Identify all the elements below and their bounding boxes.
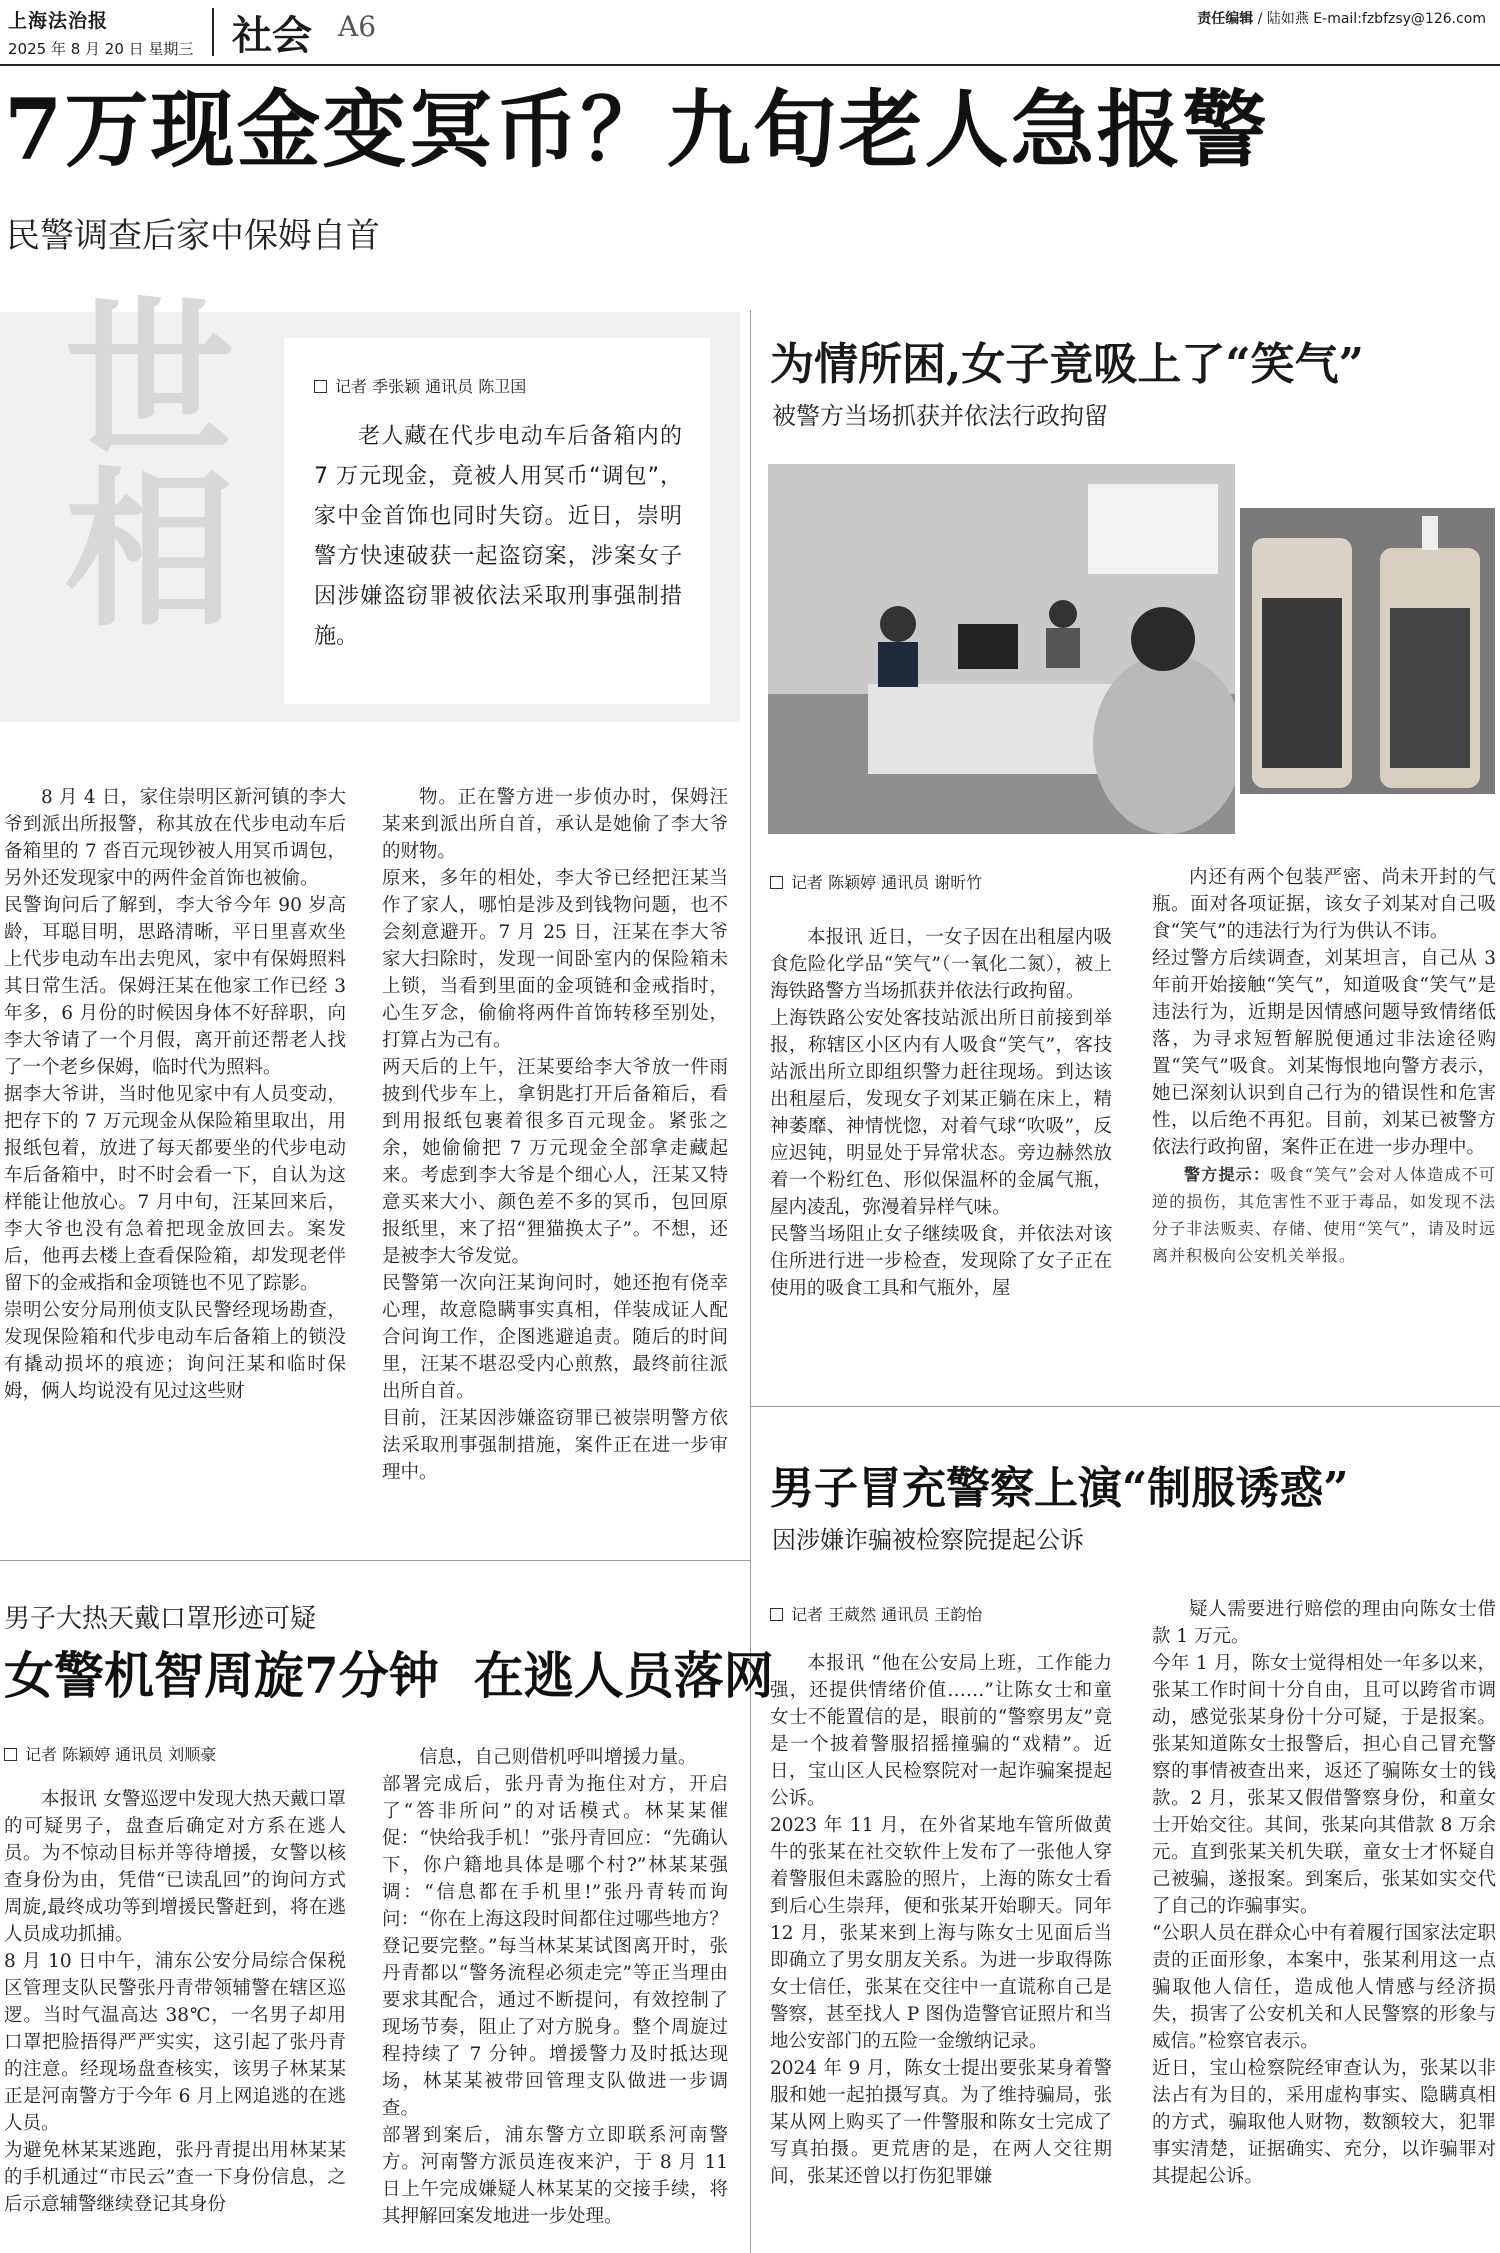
laughing-col1: 本报讯 近日，一女子因在出租屋内吸食危险化学品“笑气”（一氧化二氮），被上海铁路警方当场抓获并依法行政拘留。 上海铁路公安处客技站派出所日前接到举报，称辖区小区内有人吸食“笑气”，客技站派出所立即组织警力赶往现场。到达该出租屋后，发现女子刘某正躺在床上，精神萎靡、神情恍惚，对着气球“吹吸”，反应迟钝，明显处于异常状态。旁边赫然放着一个粉红色、形似保温杯的金属气瓶，屋内凌乱，弥漫着异样气味。 民警当场阻止女子继续吸食，并依法对该住所进行进一步检查，发现除了女子正在使用的吸食工具和气瓶外，屋	[770, 927, 1112, 1299]
uniform-col2: 疑人需要进行赔偿的理由向陈女士借款 1 万元。 今年 1 月，陈女士觉得相处一年多以来，张某工作时间十分自由，且可以跨省市调动，感觉张某身份十分可疑，于是报案。张某知道陈女士报警后，担心自己冒充警察的事情被查出来，返还了骗陈女士的钱款。2 月，张某又假借警察身份，和童女士开始交往。其间，张某向其借款 8 万余元。直到张某关机失联，童女士才怀疑自己被骗，遂报案。到案后，张某如实交代了自己的诈骗事实。 “公职人员在群众心中有着履行国家法定职责的正面形象，本案中，张某利用这一点骗取他人信任，造成他人情感与经济损失，损害了公安机关和人民警察的形象与威信。”检察官表示。 近日，宝山检察院经审查认为，张某以非法占有为目的，采用虚构事实、隐瞒真相的方式，骗取他人财物，数额较大，犯罪事实清楚，证据确实、充分，以诈骗罪对其提起公诉。	[1152, 1599, 1496, 2187]
photo-police-room	[768, 464, 1235, 834]
byline-square-icon	[770, 876, 783, 889]
police-tip-text: 吸食“笑气”会对人体造成不可逆的损伤，其危害性不亚于毒品，如发现不法分子非法贩卖、存储、使用“笑气”，请及时远离并积极向公安机关举报。	[1152, 1165, 1496, 1265]
fugitive-byline	[4, 1742, 216, 1765]
editor-label: 责任编辑	[1197, 11, 1254, 27]
laughing-subtitle: 被警方当场抓获并依法行政拘留	[772, 402, 1108, 430]
column-divider	[750, 310, 751, 2253]
editor-email: E-mail:fzbfzsy@126.com	[1313, 11, 1486, 27]
photo-gas-bottles	[1240, 508, 1495, 794]
masthead	[0, 0, 1500, 66]
lead-col2: 物。正在警方进一步侦办时，保姆汪某来到派出所自首，承认是她偷了李大爷的财物。 原来，多年的相处，李大爷已经把汪某当作了家人，哪怕是涉及到钱物问题，也不会刻意避开。7 月 25 日，汪某在李大爷家大扫除时，发现一间卧室内的保险箱未上锁，当看到里面的金项链和金戒指时，心生歹念，偷偷将两件首饰转移至别处，打算占为己有。 两天后的上午，汪某要给李大爷放一件雨披到代步车上，拿钥匙打开后备箱后，看到用报纸包裹着很多百元现金。紧张之余，她偷偷把 7 万元现金全部拿走藏起来。考虑到李大爷是个细心人，汪某又特意买来大小、颜色差不多的冥币，包回原报纸里，来了招“狸猫换太子”。不想，还是被李大爷发觉。 民警第一次向汪某询问时，她还抱有侥幸心理，故意隐瞒事实真相，佯装成证人配合问询工作，企图逃避追责。随后的时间里，汪某不堪忍受内心煎熬，最终前往派出所自首。 目前，汪某因涉嫌盗窃罪已被崇明警方依法采取刑事强制措施，案件正在进一步审理中。	[382, 787, 728, 1483]
uniform-byline-text: 记者 王葳然 通讯员 王韵怡	[791, 1605, 983, 1624]
uniform-title: 男子冒充警察上演“制服诱惑”	[770, 1463, 1349, 1514]
uniform-col1: 本报讯 “他在公安局上班，工作能力强，还提供情绪价值……”让陈女士和童女士不能置信的是，眼前的“警察男友”竟是一个披着警服招摇撞骗的“戏精”。近日，宝山区人民检察院对一起诈骗案提起公诉。 2023 年 11 月，在外省某地车管所做黄牛的张某在社交软件上发布了一张他人穿着警服但未露脸的照片，上海的陈女士看到后心生崇拜，便和张某开始聊天。同年 12 月，张某来到上海与陈女士见面后当即确立了男女朋友关系。为进一步取得陈女士信任，张某在交往中一直谎称自己是警察，甚至找人 P 图伪造警官证照片和当地公安部门的五险一金缴纳记录。 2024 年 9 月，陈女士提出要张某身着警服和她一起拍摄写真。为了维持骗局，张某从网上购买了一件警服和陈女士完成了写真拍摄。更荒唐的是，在两人交往期间，张某还曾以打伤犯罪嫌	[770, 1653, 1112, 2187]
lead-title: 7万现金变冥币？九旬老人急报警	[4, 80, 1269, 179]
byline-square-icon	[4, 1748, 17, 1761]
masthead-divider	[212, 8, 214, 56]
uniform-byline	[770, 1602, 982, 1625]
paper-logo: 上海法治报	[8, 10, 109, 32]
issue-date: 2025 年 8 月 20 日 星期三	[8, 40, 194, 58]
watermark-text: 世相	[35, 290, 235, 630]
uniform-top-rule	[750, 1406, 1500, 1407]
uniform-subtitle: 因涉嫌诈骗被检察院提起公诉	[772, 1526, 1084, 1554]
fugitive-kicker: 男子大热天戴口罩形迹可疑	[4, 1604, 317, 1634]
page-number: A6	[338, 10, 377, 43]
fugitive-top-rule	[0, 1560, 750, 1561]
laughing-col2: 内还有两个包装严密、尚未开封的气瓶。面对各项证据，该女子刘某对自己吸食“笑气”的违法行为行为供认不讳。 经过警方后续调查，刘某坦言，自己从 3 年前开始接触“笑气”，知道吸食“笑气”是违法行为，近期是因情感问题导致情绪低落，为寻求短暂解脱便通过非法途径购置“笑气”吸食。刘某悔恨地向警方表示，她已深刻认识到自己行为的错误性和危害性，以后绝不再犯。目前，刘某已被警方依法行政拘留，案件正在进一步办理中。	[1152, 867, 1496, 1158]
laughing-byline	[770, 870, 982, 893]
police-room-illustration	[768, 464, 1235, 834]
fugitive-col2: 信息，自己则借机呼叫增援力量。 部署完成后，张丹青为拖住对方，开启了“答非所问”的对话模式。林某某催促：“快给我手机！”张丹青回应：“先确认下，你户籍地具体是哪个村?”林某某强调：“信息都在手机里!”张丹青转而询问：“你在上海这段时间都住过哪些地方？登记要完整。”每当林某某试图离开时，张丹青都以“警务流程必须走完”等正当理由要求其配合，通过不断提问，有效控制了现场节奏，阻止了对方脱身。整个周旋过程持续了 7 分钟。增援警力及时抵达现场，林某某被带回管理支队做进一步调查。 部署到案后，浦东警方立即联系河南警方。河南警方派员连夜来沪，于 8 月 11 日上午完成嫌疑人林某某的交接手续，将其押解回案发地进一步处理。	[382, 1747, 728, 2227]
byline-square-icon	[770, 1608, 783, 1621]
section-name: 社会	[232, 13, 312, 59]
laughing-byline-text: 记者 陈颖婷 通讯员 谢昕竹	[791, 873, 983, 892]
editor-info: 责任编辑 / 陆如燕 E-mail:fzbfzsy@126.com	[1197, 11, 1486, 27]
lead-byline	[314, 374, 682, 397]
lead-summary-box	[284, 338, 710, 704]
fugitive-byline-text: 记者 陈颖婷 通讯员 刘顺豪	[25, 1745, 217, 1764]
lead-subtitle: 民警调查后家中保姆自首	[6, 216, 380, 256]
gas-bottles-illustration	[1240, 508, 1495, 794]
fugitive-title: 女警机智周旋7分钟 在逃人员落网	[4, 1646, 774, 1705]
laughing-col2-wrap	[1152, 864, 1496, 1269]
byline-square-icon	[314, 380, 327, 393]
lead-summary: 老人藏在代步电动车后备箱内的 7 万元现金，竟被人用冥币“调包”，家中金首饰也同时失窃。近日，崇明警方快速破获一起盗窃案，涉案女子因涉嫌盗窃罪被依法采取刑事强制措施。	[314, 424, 682, 649]
fugitive-col1: 本报讯 女警巡逻中发现大热天戴口罩的可疑男子，盘查后确定对方系在逃人员。为不惊动目标并等待增援，女警以核查身份为由，凭借“已读乱回”的询问方式周旋,最终成功等到增援民警赶到，将在逃人员成功抓捕。 8 月 10 日中午，浦东公安分局综合保税区管理支队民警张丹青带领辅警在辖区巡逻。当时气温高达 38℃，一名男子却用口罩把脸捂得严严实实，这引起了张丹青的注意。经现场盘查核实，该男子林某某正是河南警方于今年 6 月上网追逃的在逃人员。 为避免林某某逃跑，张丹青提出用林某某的手机通过“市民云”查一下身份信息，之后示意辅警继续登记其身份	[4, 1789, 346, 2215]
lead-col1: 8 月 4 日，家住崇明区新河镇的李大爷到派出所报警，称其放在代步电动车后备箱里的 7 沓百元现钞被人用冥币调包，另外还发现家中的两件金首饰也被偷。 民警询问后了解到，李大爷今年 90 岁高龄，耳聪目明，思路清晰，平日里喜欢坐上代步电动车出去兜风，家中有保姆照料其日常生活。保姆汪某在他家工作已经 3 年多，6 月份的时候因身体不好辞职，向李大爷请了一个月假，离开前还帮老人找了一个老乡保姆，临时代为照料。 据李大爷讲，当时他见家中有人员变动，把存下的 7 万元现金从保险箱里取出，用报纸包着，放进了每天都要坐的代步电动车后备箱中，时不时会看一下，自认为这样能让他放心。7 月中旬，汪某回来后，李大爷也没有急着把现金放回去。案发后，他再去楼上查看保险箱，却发现老伴留下的金戒指和金项链也不见了踪影。 崇明公安分局刑侦支队民警经现场勘查，发现保险箱和代步电动车后备箱上的锁没有撬动损坏的痕迹；询问汪某和临时保姆，俩人均说没有见过这些财	[4, 787, 346, 1402]
police-tip	[1152, 1161, 1496, 1269]
police-tip-label: 警方提示：	[1184, 1165, 1271, 1184]
editor-name: 陆如燕	[1266, 11, 1309, 27]
masthead-rule	[0, 64, 1500, 66]
lead-byline-text: 记者 季张颖 通讯员 陈卫国	[335, 377, 527, 396]
laughing-title: 为情所困,女子竟吸上了“笑气”	[770, 339, 1364, 390]
